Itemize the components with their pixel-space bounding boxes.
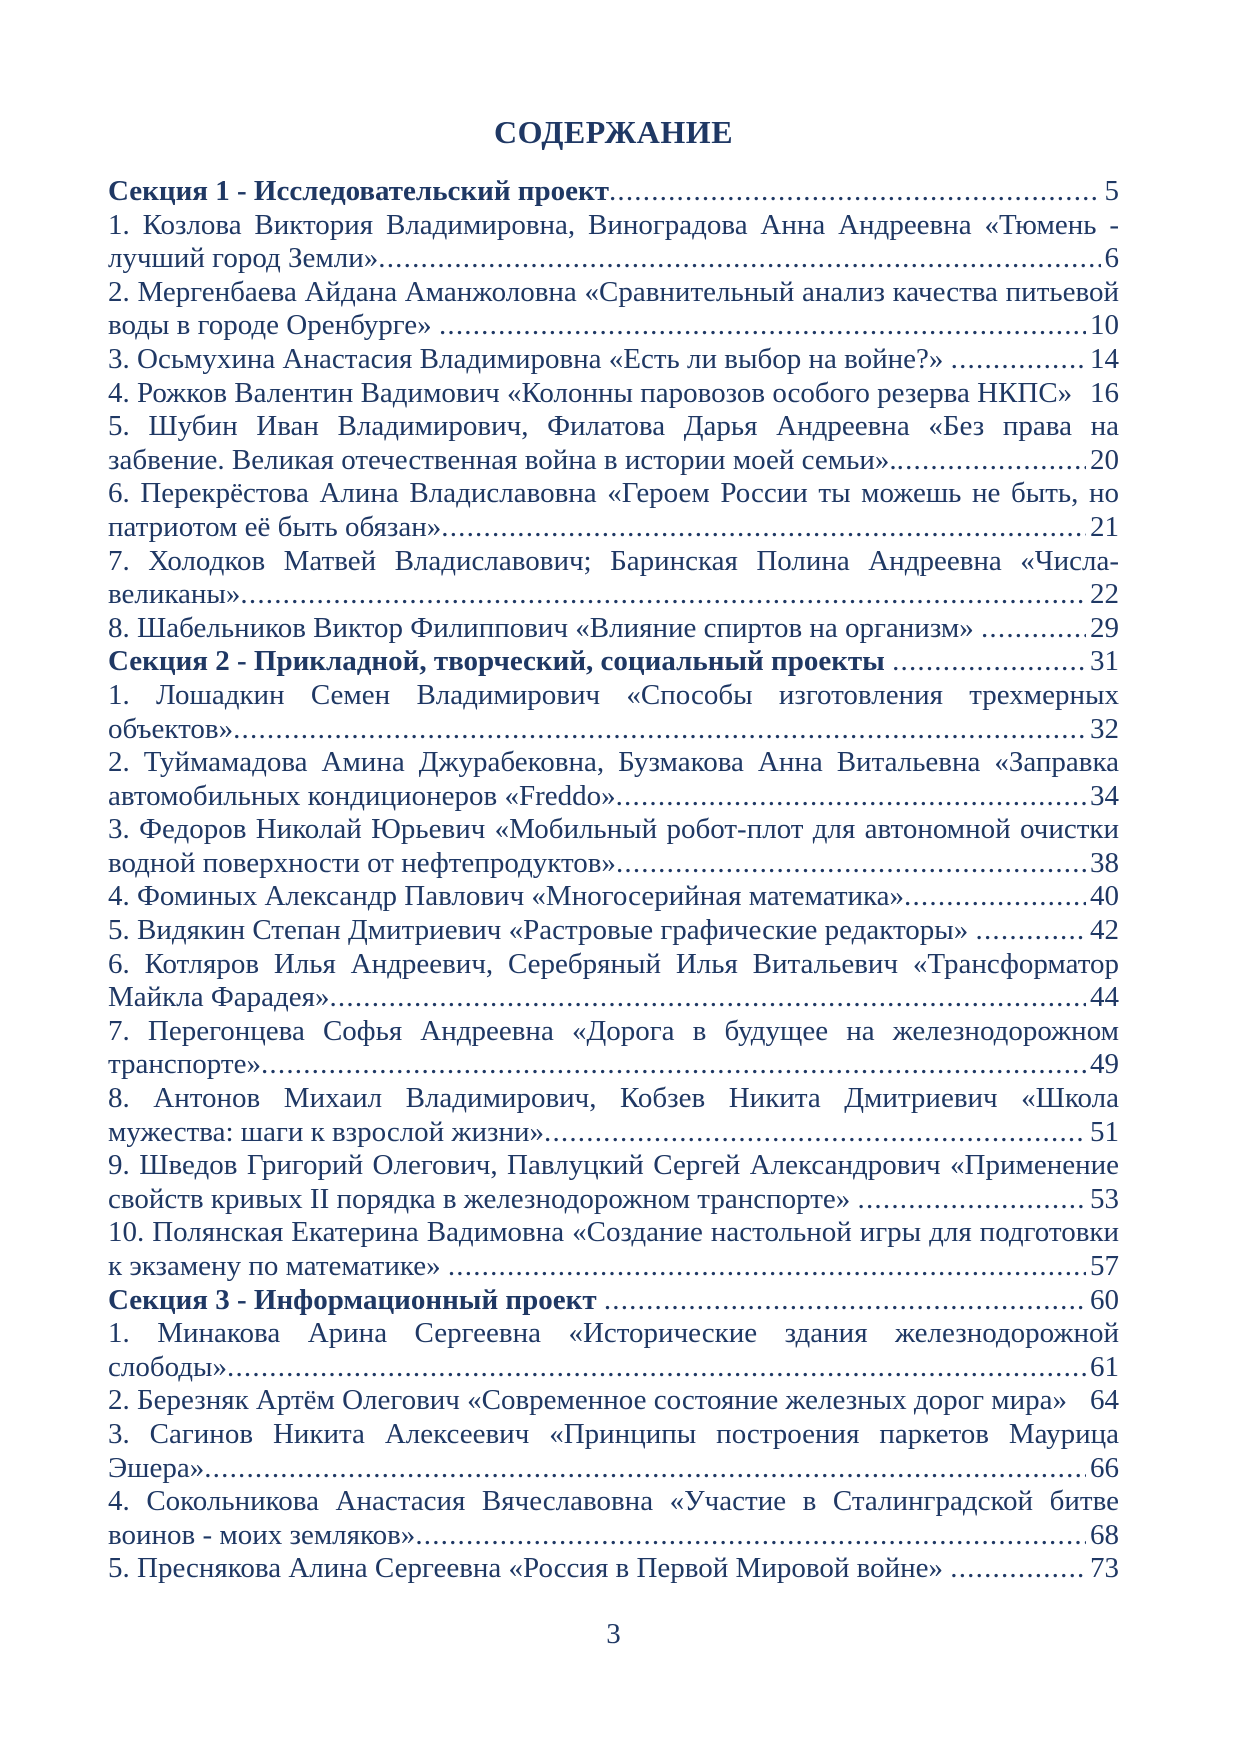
toc-line [108,1351,1119,1385]
toc-entry-text: Секция 3 - Информационный проект [108,1283,604,1316]
toc-line: 4. Сокольникова Анастасия Вячеславовна «Участие в Сталинградской битве [108,1485,1119,1518]
toc-item-entry [108,679,1119,746]
toc-entry-text: патриотом её быть обязан» [108,510,442,543]
toc-line [108,377,1119,411]
dot-leader [950,1552,1086,1586]
toc-page-number: 49 [1090,1048,1119,1081]
toc-line [108,242,1119,276]
toc-page-number: 14 [1090,342,1119,375]
toc-line: 7. Холодков Матвей Владиславович; Баринская Полина Андреевна «Числа- [108,544,1119,577]
toc-line [108,780,1119,814]
toc-page-number: 32 [1090,712,1119,745]
toc-item-entry [108,1216,1119,1283]
dot-leader [227,1351,1086,1385]
toc-item-entry [108,1015,1119,1082]
dot-leader [544,1116,1086,1150]
toc-line: 3. Сагинов Никита Алексеевич «Принципы построения паркетов Маурица [108,1417,1119,1450]
toc-line: 7. Перегонцева Софья Андреевна «Дорога в будущее на железнодорожном [108,1014,1119,1047]
toc-line [108,880,1119,914]
toc-line [108,1552,1119,1586]
dot-leader [204,1452,1086,1486]
dot-leader [616,780,1086,814]
footer-page-number: 3 [606,1617,621,1650]
toc-entry-text: 4. Фоминых Александр Павлович «Многосерийная математика» [108,880,905,913]
page-content [108,0,1119,1651]
toc-line [108,914,1119,948]
toc-entry-text: Эшера» [108,1451,205,1484]
toc-entry-text: воды в городе Оренбурге» [108,309,439,342]
toc-item-entry [108,1082,1119,1149]
toc-item-entry [108,1384,1119,1418]
toc-line: 1. Минакова Арина Сергеевна «Исторические здания железнодорожной [108,1317,1119,1350]
toc-line: 1. Козлова Виктория Владимировна, Виноградова Анна Андреевна «Тюмень - [108,208,1119,241]
toc-line [108,847,1119,881]
dot-leader [329,981,1086,1015]
toc-page-number: 68 [1090,1518,1119,1551]
toc-page-number: 44 [1090,981,1119,1014]
toc-entry-text: 4. Рожков Валентин Вадимович «Колонны паровозов особого резерва НКПС» [108,376,1073,409]
toc-page-number: 66 [1090,1451,1119,1484]
toc-page-number: 53 [1090,1182,1119,1215]
toc-page-number: 64 [1090,1384,1119,1417]
toc-page-number: 10 [1090,309,1119,342]
dot-leader [976,914,1086,948]
toc-entry-text: воинов - моих земляков» [108,1518,416,1551]
toc-line [108,343,1119,377]
toc-item-entry [108,377,1119,411]
toc-page-number: 5 [1104,175,1119,207]
dot-leader [951,343,1086,377]
toc-item-entry [108,1149,1119,1216]
dot-leader [441,511,1086,545]
toc-entry-text: мужества: шаги к взрослой жизни» [108,1115,544,1148]
dot-leader [609,175,1101,209]
toc-page-number: 42 [1090,914,1119,947]
toc-section-entry [108,1284,1119,1318]
toc-page-number: 40 [1090,880,1119,913]
toc-line [108,612,1119,646]
toc-line: 9. Шведов Григорий Олегович, Павлуцкий Сергей Александрович «Применение [108,1149,1119,1182]
toc-entry-text: слободы» [108,1350,228,1383]
toc-line [108,1452,1119,1486]
dot-leader [616,847,1086,881]
toc-item-entry [108,545,1119,612]
toc-item-entry [108,1418,1119,1485]
toc-line [108,1183,1119,1217]
toc-line [108,309,1119,343]
toc-page-number: 34 [1090,779,1119,812]
toc-item-entry [108,612,1119,646]
toc-line [108,1116,1119,1150]
dot-leader [240,578,1086,612]
toc-section-entry [108,645,1119,679]
toc-line: 2. Мергенбаева Айдана Аманжоловна «Сравнительный анализ качества питьевой [108,275,1119,308]
toc-list [108,175,1119,1586]
dot-leader [904,880,1086,914]
toc-item-entry [108,343,1119,377]
toc-item-entry [108,410,1119,477]
toc-page-number: 22 [1090,578,1119,611]
dot-leader [892,645,1086,679]
toc-line [108,645,1119,679]
toc-line: 2. Туймамадова Амина Джурабековна, Бузмакова Анна Витальевна «Заправка [108,746,1119,779]
toc-line [108,1048,1119,1082]
toc-item-entry [108,914,1119,948]
toc-item-entry [108,1485,1119,1552]
dot-leader [981,612,1086,646]
toc-page-number: 21 [1090,510,1119,543]
toc-page-number: 20 [1090,443,1119,476]
toc-page-number: 61 [1090,1350,1119,1383]
toc-entry-text: 3. Осьмухина Анастасия Владимировна «Есть ли выбор на войне?» [108,342,951,375]
toc-line [108,981,1119,1015]
toc-entry-text: объектов» [108,712,234,745]
toc-line: 8. Антонов Михаил Владимирович, Кобзев Никита Дмитриевич «Школа [108,1082,1119,1115]
toc-entry-text: 8. Шабельников Виктор Филиппович «Влияние спиртов на организм» [108,611,981,644]
toc-item-entry [108,1552,1119,1586]
toc-line [108,713,1119,747]
toc-line: 6. Перекрёстова Алина Владиславовна «Героем России ты можешь не быть, но [108,477,1119,510]
toc-line [108,1250,1119,1284]
dot-leader [415,1519,1086,1553]
dot-leader [378,242,1100,276]
toc-line [108,578,1119,612]
toc-line: 3. Федоров Николай Юрьевич «Мобильный робот-плот для автономной очистки [108,813,1119,846]
toc-line [108,1384,1119,1418]
toc-page-number: 6 [1104,242,1119,275]
toc-item-entry [108,477,1119,544]
toc-item-entry [108,276,1119,343]
toc-line: 10. Полянская Екатерина Вадимовна «Создание настольной игры для подготовки [108,1216,1119,1249]
toc-entry-text: Секция 1 - Исследовательский проект [108,175,609,207]
toc-item-entry [108,209,1119,276]
toc-entry-text: свойств кривых II порядка в железнодорожном транспорте» [108,1182,858,1215]
toc-page-number: 38 [1090,846,1119,879]
toc-page-number: 51 [1090,1115,1119,1148]
dot-leader [858,1183,1086,1217]
toc-line [108,175,1119,209]
toc-item-entry [108,948,1119,1015]
dot-leader [439,309,1086,343]
toc-item-entry [108,813,1119,880]
toc-page-number: 57 [1090,1250,1119,1282]
dot-leader [604,1284,1086,1318]
toc-entry-text: водной поверхности от нефтепродуктов» [108,846,616,879]
toc-item-entry [108,746,1119,813]
toc-entry-text: 2. Березняк Артём Олегович «Современное состояние железных дорог мира» [108,1384,1068,1417]
toc-entry-text: лучший город Земли» [108,242,379,275]
toc-line: 6. Котляров Илья Андреевич, Серебряный Илья Витальевич «Трансформатор [108,947,1119,980]
toc-entry-text: Секция 2 - Прикладной, творческий, социальный проекты [108,645,893,678]
dot-leader [448,1250,1086,1284]
toc-entry-text: 5. Преснякова Алина Сергеевна «Россия в Первой Мировой войне» [108,1552,951,1585]
toc-line: 5. Шубин Иван Владимирович, Филатова Дарья Андреевна «Без права на [108,410,1119,443]
toc-entry-text: забвение. Великая отечественная война в истории моей семьи». [108,443,897,476]
page-title: СОДЕРЖАНИЕ [493,114,734,150]
toc-line [108,444,1119,478]
toc-entry-text: транспорте» [108,1048,261,1081]
toc-line [108,1519,1119,1553]
dot-leader [261,1048,1086,1082]
toc-line [108,1284,1119,1318]
toc-line: 1. Лошадкин Семен Владимирович «Способы изготовления трехмерных [108,678,1119,711]
dot-leader [897,444,1086,478]
toc-entry-text: 5. Видякин Степан Дмитриевич «Растровые графические редакторы» [108,914,976,947]
toc-page-number: 31 [1090,645,1119,678]
toc-entry-text: великаны» [108,578,241,611]
toc-line [108,511,1119,545]
toc-entry-text: Майкла Фарадея» [108,981,330,1014]
toc-page-number: 73 [1090,1552,1119,1585]
toc-entry-text: к экзамену по математике» [108,1250,448,1282]
toc-item-entry [108,1317,1119,1384]
toc-page-number: 16 [1090,376,1119,409]
toc-page-number: 60 [1090,1283,1119,1316]
toc-section-entry [108,175,1119,209]
dot-leader [233,713,1086,747]
toc-page-number: 29 [1090,611,1119,644]
toc-entry-text: автомобильных кондиционеров «Freddo» [108,779,616,812]
toc-item-entry [108,880,1119,914]
